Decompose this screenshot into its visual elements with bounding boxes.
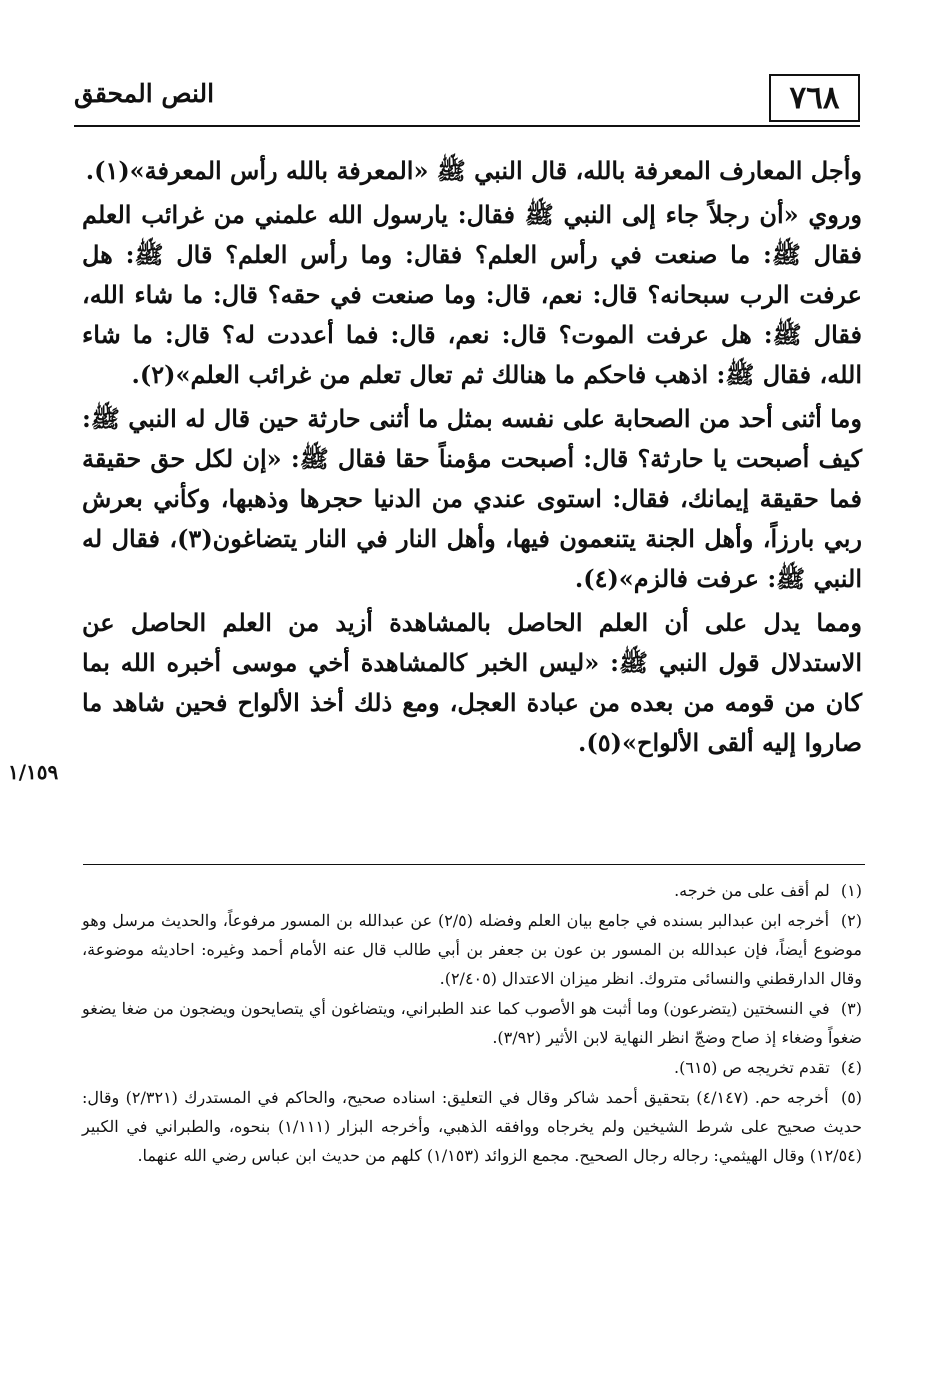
- footnote-text: أخرجه ابن عبدالبر بسنده في جامع بيان العلم وفضله (٢/٥) عن عبدالله بن المسور مرفوعاً، والحديث مرسل وهو موضوع أيضاً، فإن عبدالله بن المسور بن عون بن جعفر بن أبي طالب قال عنه الأمام أحمد وغيره: احاديثه موضوعة، وقال الدارقطني والنسائى متروك. انظر ميزان الاعتدال (٢/٤٠٥).: [82, 911, 863, 988]
- footnote-number: (٥): [840, 1088, 863, 1107]
- footnote-5: [82, 1083, 862, 1170]
- margin-manuscript-reference: ١/١٥٩: [8, 760, 59, 784]
- footnote-text: لم أقف على من خرجه.: [674, 881, 830, 900]
- page-number-box: [769, 74, 860, 122]
- footnote-text: في النسختين (يتضرعون) وما أثبت هو الأصوب كما عند الطبراني، ويتضاغون أي يتصايحون ويضجون من ضغا يضغو ضغواً وضغاء إذ صاح وضجّ انظر النهاية لابن الأثير (٣/٩٢).: [82, 999, 862, 1047]
- paragraph-2: وروي «أن رجلاً جاء إلى النبي ﷺ فقال: يارسول الله علمني من غرائب العلم فقال ﷺ: ما صنعت في رأس العلم؟ فقال: وما رأس العلم؟ قال ﷺ: هل عرفت الرب سبحانه؟ قال: نعم، قال: وما صنعت في حقه؟ قال: ما شاء الله، فقال ﷺ: هل عرفت الموت؟ قال: نعم، قال: فما أعددت له؟ قال: ما شاء الله، فقال ﷺ: اذهب فاحكم ما هنالك ثم تعال تعلم من غرائب العلم»(٢).: [82, 200, 862, 389]
- footnote-number: (٣): [840, 999, 862, 1018]
- footnote-number: (١): [840, 881, 862, 900]
- page-number: ٧٦٨: [789, 79, 840, 116]
- footnotes: [82, 876, 862, 1171]
- paragraph-3: وما أثنى أحد من الصحابة على نفسه بمثل ما أثنى حارثة حين قال له النبي ﷺ: كيف أصبحت يا حارثة؟ قال: أصبحت مؤمناً حقا فقال ﷺ: «إن لكل حق حقيقة فما حقيقة إيمانك، فقال: استوى عندي من الدنيا حجرها وذهبها، وكأني بعرش ربي بارزاً، وأهل الجنة يتنعمون فيها، وأهل النار في النار يتضاغون(٣)، فقال له النبي ﷺ: عرفت فالزم»(٤).: [82, 404, 862, 593]
- page-header: [74, 74, 860, 132]
- header-rule: [74, 125, 860, 127]
- footnote-2: [82, 906, 862, 993]
- footnote-number: (٤): [840, 1058, 862, 1077]
- footnote-text: تقدم تخريجه ص (٦١٥).: [674, 1058, 830, 1077]
- footnote-text: أخرجه حم. (٤/١٤٧) بتحقيق أحمد شاكر وقال في التعليق: اسناده صحيح، والحاكم في المستدرك (٢/٣٢١) وقال: حديث صحيح على شرط الشيخين ولم يخرجاه ووافقه الذهبي، وأخرجه البزار (١/١١١) بنحوه، والطبراني في الكبير (١٢/٥٤) وقال الهيثمي: رجاله رجال الصحيح. مجمع الزوائد (١/١٥٣) كلهم من حديث ابن عباس رضي الله عنهما.: [82, 1088, 862, 1165]
- running-title: النص المحقق: [74, 79, 215, 108]
- footnote-divider: [83, 864, 865, 865]
- paragraph-4: ومما يدل على أن العلم الحاصل بالمشاهدة أزيد من العلم الحاصل عن الاستدلال قول النبي ﷺ: «ليس الخبر كالمشاهدة أخي موسى أخبره الله بما كان من قومه من بعده من عبادة العجل، ومع ذلك أخذ الألواح فحين شاهد ما صاروا إليه ألقى الألواح»(٥).: [82, 608, 862, 757]
- footnote-4: [82, 1053, 862, 1082]
- footnote-1: [82, 876, 862, 905]
- paragraph-1: وأجل المعارف المعرفة بالله، قال النبي ﷺ «المعرفة بالله رأس المعرفة»(١).: [85, 156, 862, 185]
- main-text: [82, 151, 862, 763]
- footnote-3: [82, 994, 862, 1052]
- footnote-number: (٢): [840, 911, 862, 930]
